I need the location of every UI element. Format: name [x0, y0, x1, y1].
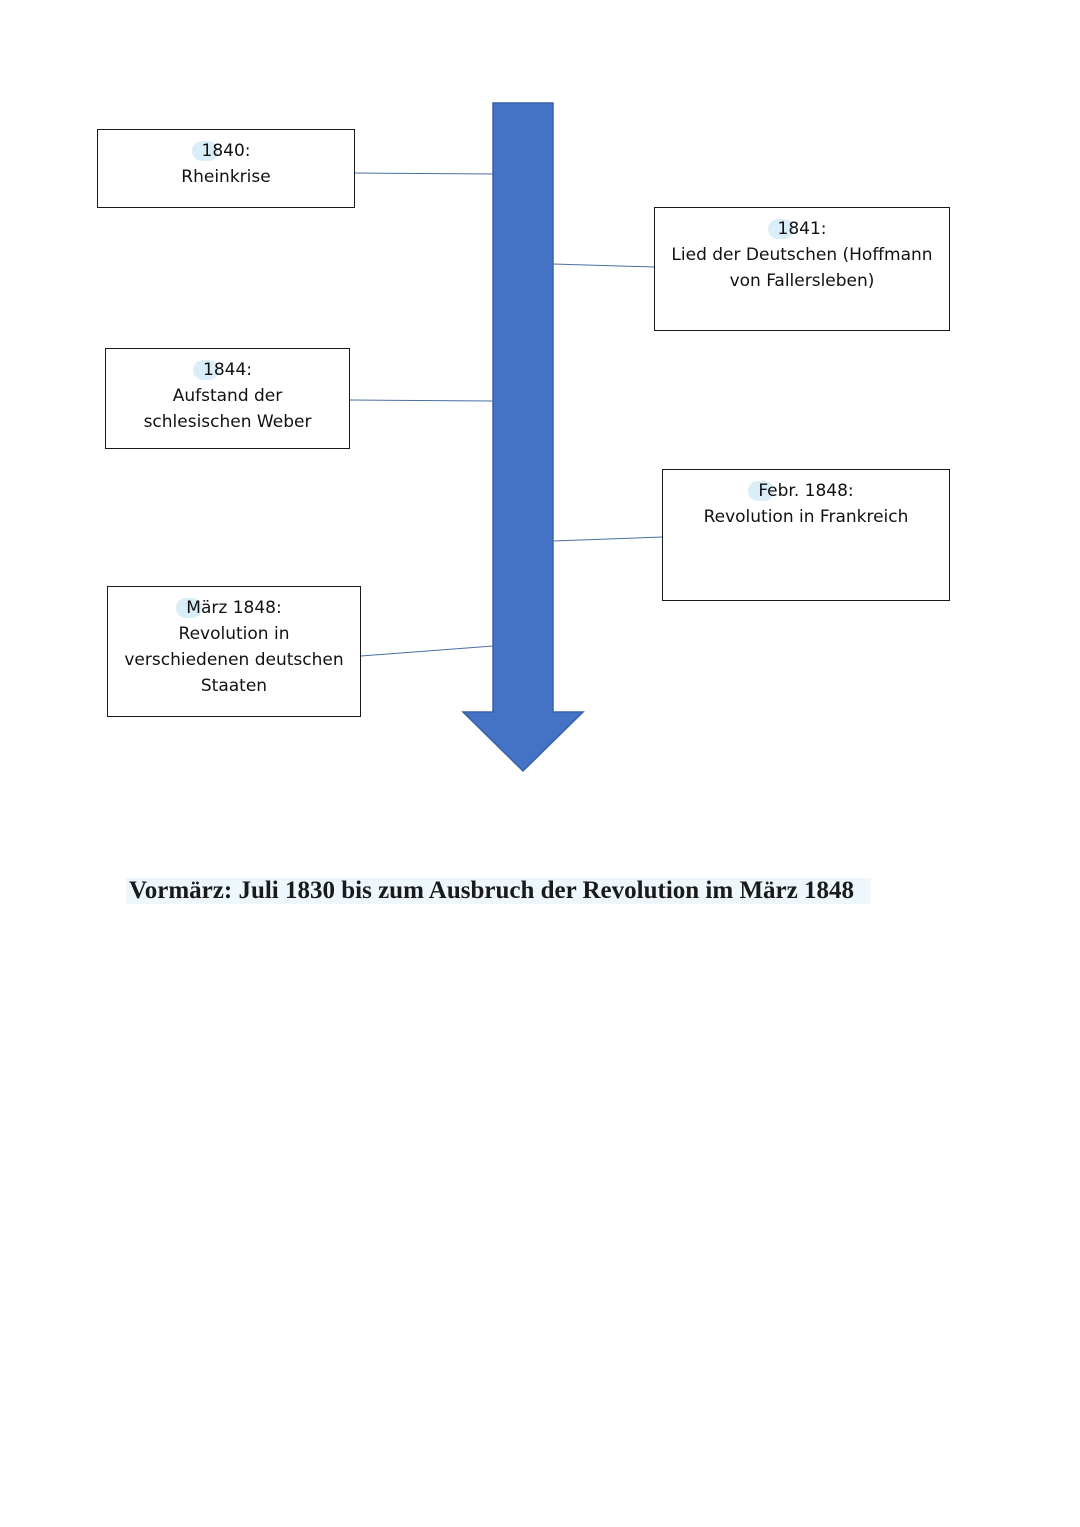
- event-box-maerz1848: [107, 586, 361, 717]
- connector-1844: [350, 400, 493, 401]
- event-text: Lied der Deutschen (Hoffmann von Fallersleben): [671, 245, 933, 291]
- event-box-1841: [654, 207, 950, 331]
- event-date: Febr. 1848:: [754, 478, 857, 504]
- event-text: Revolution in Frankreich: [703, 507, 909, 527]
- event-text: Revolution in verschiedenen deutschen Staaten: [124, 624, 344, 696]
- connector-1841: [553, 264, 654, 267]
- event-date: 1841:: [774, 216, 831, 242]
- event-box-febr1848: [662, 469, 950, 601]
- event-text: Rheinkrise: [181, 167, 271, 187]
- event-box-1840: [97, 129, 355, 208]
- page-title: Vormärz: Juli 1830 bis zum Ausbruch der Revolution im März 1848: [129, 877, 854, 904]
- connector-maerz1848: [361, 646, 493, 656]
- event-box-1844: [105, 348, 350, 449]
- event-date: 1840:: [198, 138, 255, 164]
- timeline-arrow: [463, 103, 583, 771]
- event-date: 1844:: [199, 357, 256, 383]
- connector-1840: [355, 173, 493, 174]
- connector-febr1848: [553, 537, 662, 541]
- event-text: Aufstand der schlesischen Weber: [143, 386, 312, 432]
- event-date: März 1848:: [182, 595, 285, 621]
